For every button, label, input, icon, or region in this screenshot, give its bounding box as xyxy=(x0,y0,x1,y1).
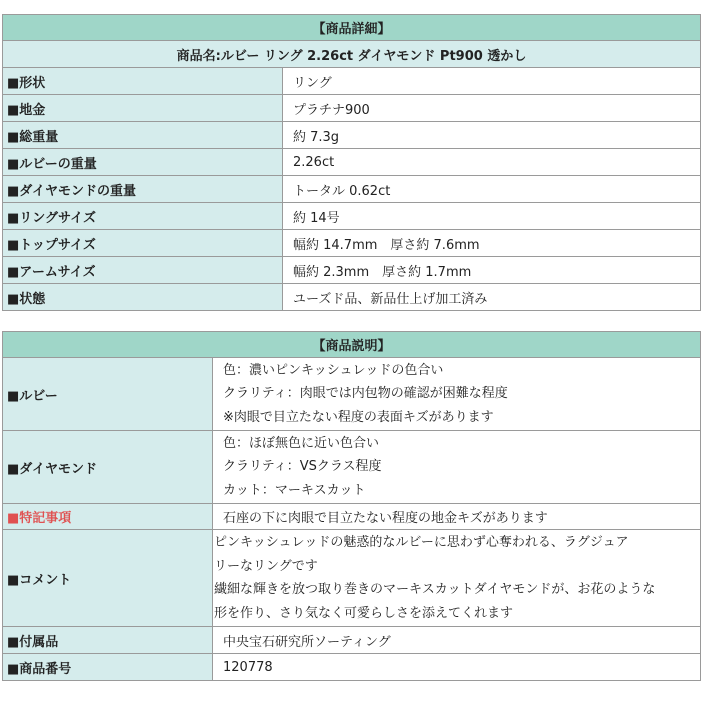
diamond-label: ■ダイヤモンド xyxy=(3,431,213,504)
row-value: 約 7.3g xyxy=(283,122,701,149)
row-label: ■状態 xyxy=(3,284,283,311)
row-label: ■ダイヤモンドの重量 xyxy=(3,176,283,203)
accessories-value: 中央宝石研究所ソーティング xyxy=(213,627,701,654)
diamond-line: クラリティ：VSクラス程度 xyxy=(223,459,382,475)
table-row xyxy=(3,230,701,257)
ruby-details xyxy=(213,358,701,431)
row-label: ■リングサイズ xyxy=(3,203,283,230)
row-value: 約 14号 xyxy=(283,203,701,230)
table-row xyxy=(3,530,701,627)
row-value: リング xyxy=(283,68,701,95)
table-row xyxy=(3,122,701,149)
row-label: ■アームサイズ xyxy=(3,257,283,284)
product-number-value: 120778 xyxy=(213,654,701,681)
ruby-line: クラリティ：肉眼では内包物の確認が困難な程度 xyxy=(223,386,508,402)
row-value: ユーズド品、新品仕上げ加工済み xyxy=(283,284,701,311)
table-row xyxy=(3,627,701,654)
product-details-table xyxy=(2,14,701,311)
row-value: 幅約 2.3mm 厚さ約 1.7mm xyxy=(283,257,701,284)
table-row xyxy=(3,431,701,504)
ruby-line: ※肉眼で目立たない程度の表面キズがあります xyxy=(223,409,494,425)
row-label: ■ルビーの重量 xyxy=(3,149,283,176)
row-value: 2.26ct xyxy=(283,149,701,176)
table-row xyxy=(3,68,701,95)
comment-line: ピンキッシュレッドの魅惑的なルビーに思わず心奪われる、ラグジュア xyxy=(214,535,629,550)
table-row xyxy=(3,358,701,431)
table-row xyxy=(3,203,701,230)
description-header: 【商品説明】 xyxy=(3,332,701,358)
row-value: トータル 0.62ct xyxy=(283,176,701,203)
row-value: プラチナ900 xyxy=(283,95,701,122)
table-row xyxy=(3,654,701,681)
table-row xyxy=(3,284,701,311)
special-notes-label: ■特記事項 xyxy=(3,504,213,530)
row-label: ■トップサイズ xyxy=(3,230,283,257)
comment-text xyxy=(213,530,701,627)
diamond-line: 色：ほぼ無色に近い色合い xyxy=(223,435,380,451)
special-notes-value: 石座の下に肉眼で目立たない程度の地金キズがあります xyxy=(213,504,701,530)
table-row xyxy=(3,257,701,284)
comment-line: 繊細な輝きを放つ取り巻きのマーキスカットダイヤモンドが、お花のような xyxy=(214,582,656,597)
ruby-label: ■ルビー xyxy=(3,358,213,431)
table-row xyxy=(3,95,701,122)
diamond-details xyxy=(213,431,701,504)
row-label: ■総重量 xyxy=(3,122,283,149)
row-label: ■形状 xyxy=(3,68,283,95)
product-number-label: ■商品番号 xyxy=(3,654,213,681)
comment-line: リーなリングです xyxy=(214,558,318,574)
details-header: 【商品詳細】 xyxy=(3,15,701,41)
table-row xyxy=(3,149,701,176)
table-row xyxy=(3,504,701,530)
table-row xyxy=(3,176,701,203)
product-name: 商品名:ルビー リング 2.26ct ダイヤモンド Pt900 透かし xyxy=(3,41,701,68)
row-label: ■地金 xyxy=(3,95,283,122)
product-description-table xyxy=(2,331,701,681)
comment-line: 形を作り、さり気なく可愛らしさを添えてくれます xyxy=(214,605,514,621)
diamond-line: カット：マーキスカット xyxy=(223,482,366,498)
comment-label: ■コメント xyxy=(3,530,213,627)
accessories-label: ■付属品 xyxy=(3,627,213,654)
ruby-line: 色：濃いピンキッシュレッドの色合い xyxy=(223,362,444,378)
row-value: 幅約 14.7mm 厚さ約 7.6mm xyxy=(283,230,701,257)
